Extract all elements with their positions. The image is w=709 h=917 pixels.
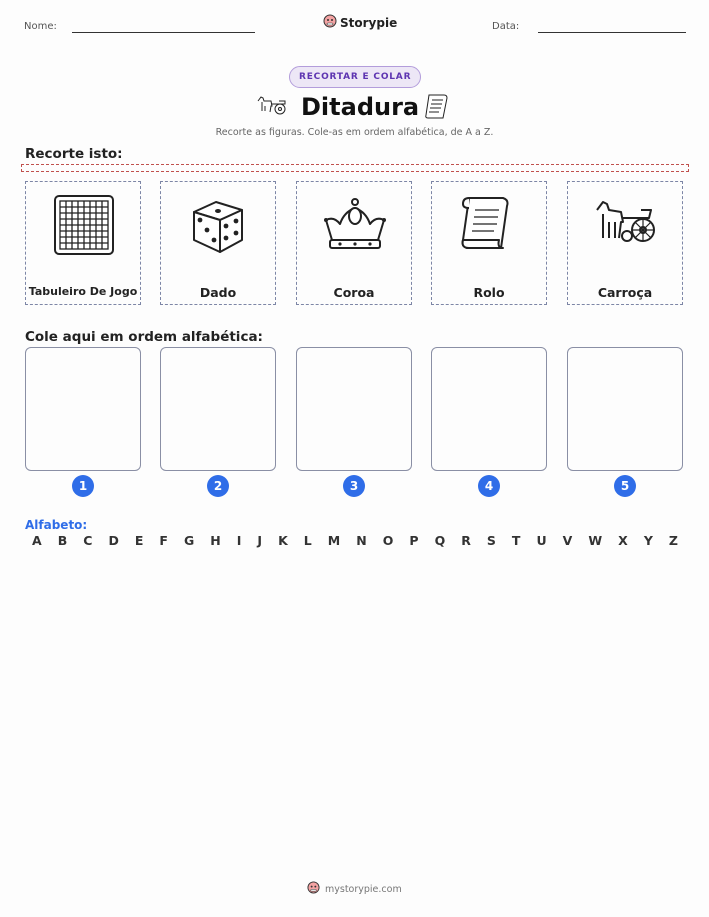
slot-number: 2 (207, 475, 229, 497)
date-label: Data: (492, 21, 520, 32)
card-label: Carroça (597, 285, 653, 300)
alphabet-letter: U (536, 533, 547, 548)
alphabet-letter: T (511, 533, 521, 548)
date-field[interactable] (538, 32, 686, 33)
name-label: Nome: (24, 21, 57, 32)
slot-number: 5 (614, 475, 636, 497)
alphabet-letter: F (159, 533, 168, 548)
alphabet-letter: P (409, 533, 419, 548)
alphabet-letter: V (562, 533, 573, 548)
alphabet-letter: O (382, 533, 394, 548)
card-label: Dado (199, 285, 237, 300)
paste-slot-2[interactable] (160, 347, 276, 471)
dice-icon (184, 190, 254, 260)
alphabet-letter: C (83, 533, 93, 548)
cut-card-scroll[interactable] (431, 181, 547, 305)
paste-heading: Cole aqui em ordem alfabética: (25, 329, 263, 345)
cut-line (21, 164, 689, 172)
alphabet-strip (32, 533, 678, 548)
crown-icon (320, 190, 390, 260)
card-label: Tabuleiro De Jogo (28, 285, 138, 298)
alphabet-letter: Q (434, 533, 446, 548)
alphabet-letter: A (32, 533, 42, 548)
alphabet-letter: I (236, 533, 242, 548)
name-field[interactable] (72, 32, 255, 33)
alphabet-letter: D (108, 533, 119, 548)
alphabet-letter: L (303, 533, 312, 548)
alphabet-title: Alfabeto: (25, 518, 88, 532)
alphabet-letter: S (486, 533, 496, 548)
alphabet-letter: M (327, 533, 341, 548)
cut-card-dice[interactable] (160, 181, 276, 305)
alphabet-letter: H (210, 533, 221, 548)
slot-number: 1 (72, 475, 94, 497)
card-label: Rolo (473, 285, 505, 300)
paste-slot-1[interactable] (25, 347, 141, 471)
footer-url: mystorypie.com (325, 883, 402, 895)
cut-card-horse-carriage[interactable] (567, 181, 683, 305)
storypie-mascot-icon (323, 14, 337, 31)
alphabet-letter: J (257, 533, 263, 548)
brand-logo (323, 14, 397, 31)
cut-card-crown[interactable] (296, 181, 412, 305)
brand-name: Storypie (340, 15, 398, 30)
horse-carriage-title-icon (256, 92, 288, 122)
page-title: Ditadura (301, 93, 420, 121)
alphabet-letter: Z (668, 533, 678, 548)
storypie-mascot-icon (307, 881, 320, 897)
cut-heading: Recorte isto: (25, 146, 123, 162)
paste-slot-3[interactable] (296, 347, 412, 471)
cut-card-game-board[interactable] (25, 181, 141, 305)
scroll-icon (455, 190, 525, 260)
alphabet-letter: X (618, 533, 628, 548)
alphabet-letter: W (588, 533, 603, 548)
footer (307, 881, 402, 897)
card-label: Coroa (333, 285, 375, 300)
alphabet-letter: N (356, 533, 367, 548)
alphabet-letter: E (134, 533, 144, 548)
alphabet-letter: K (278, 533, 288, 548)
game-board-icon (49, 190, 119, 260)
paste-slot-5[interactable] (567, 347, 683, 471)
scroll-title-icon (424, 92, 450, 124)
paste-slot-4[interactable] (431, 347, 547, 471)
alphabet-letter: G (183, 533, 195, 548)
horse-carriage-icon (591, 190, 661, 260)
slot-number: 4 (478, 475, 500, 497)
alphabet-letter: Y (643, 533, 653, 548)
alphabet-letter: B (57, 533, 68, 548)
slot-number: 3 (343, 475, 365, 497)
alphabet-letter: R (461, 533, 471, 548)
activity-badge: RECORTAR E COLAR (289, 66, 421, 88)
instructions: Recorte as figuras. Cole-as em ordem alfabética, de A a Z. (215, 127, 494, 138)
